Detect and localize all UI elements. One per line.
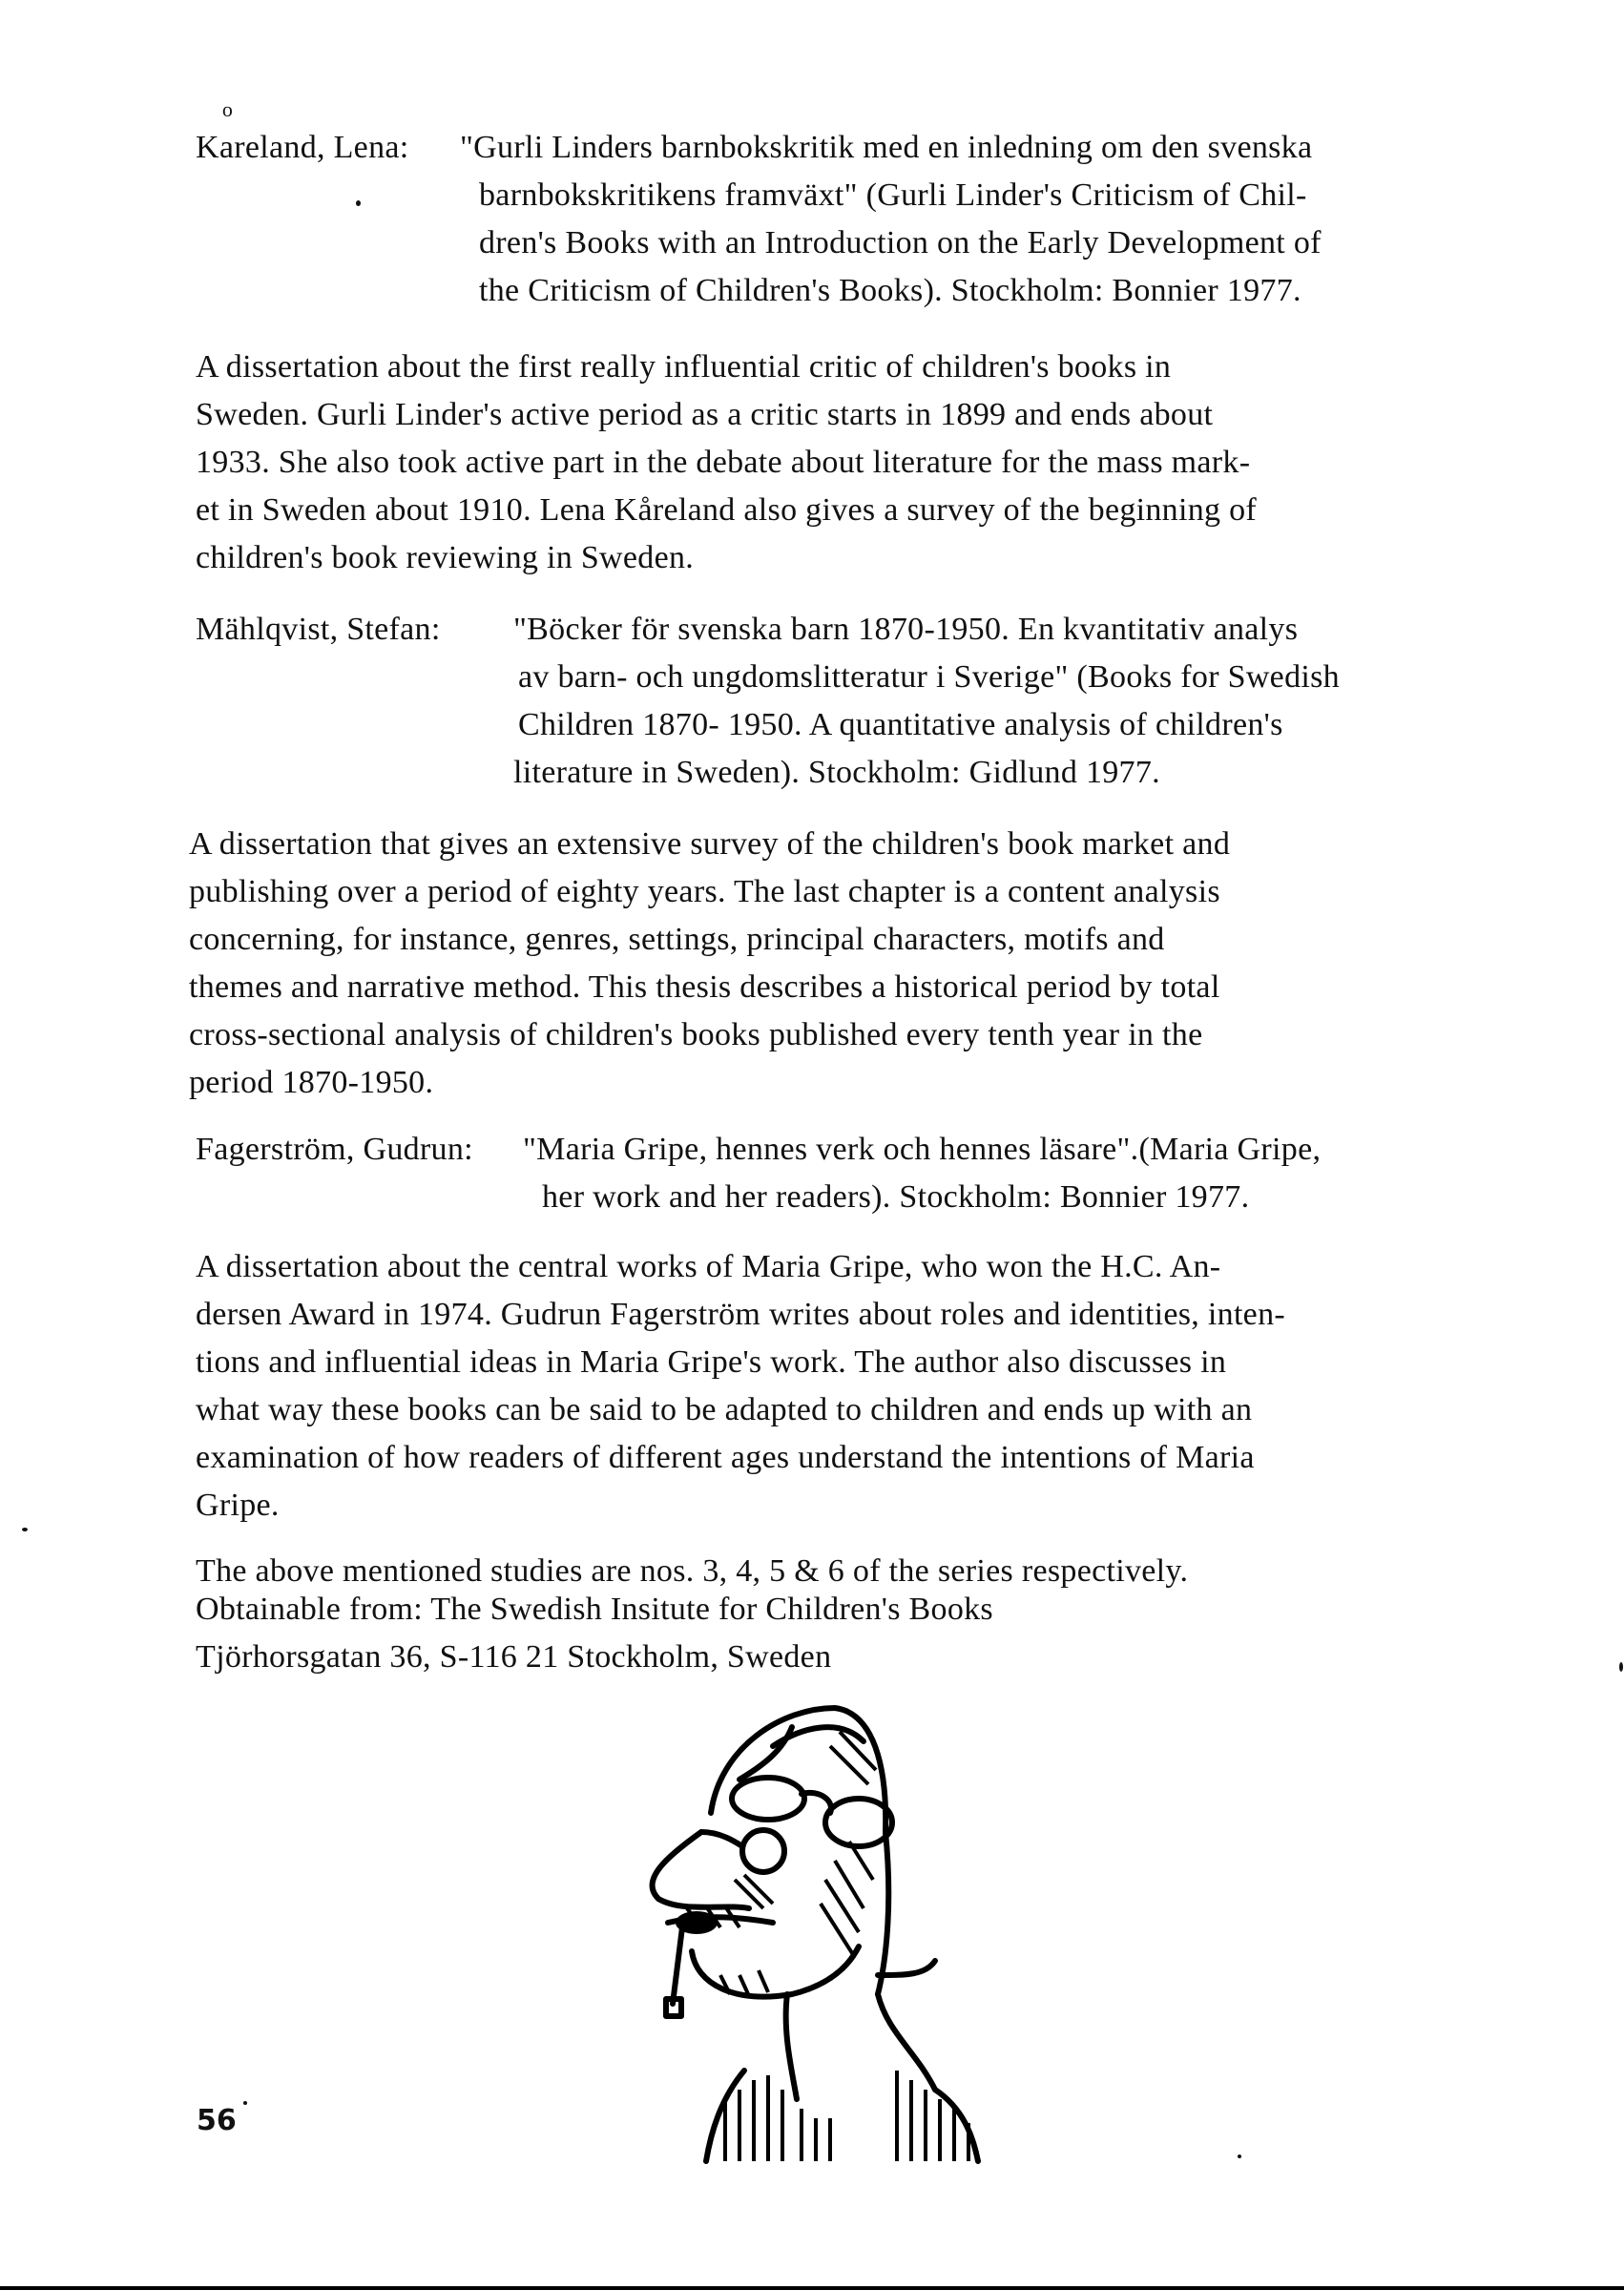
reference-line: the Criticism of Children's Books). Stockholm: Bonnier 1977. — [479, 273, 1301, 308]
description-line: Gripe. — [196, 1488, 280, 1523]
reference-line: barnbokskritikens framväxt" (Gurli Linder's Criticism of Chil- — [479, 177, 1307, 213]
description-line: period 1870-1950. — [189, 1065, 434, 1100]
page-number: 56 — [197, 2104, 237, 2137]
address-note: Tjörhorsgatan 36, S-116 21 Stockholm, Sweden — [196, 1639, 832, 1675]
description-line: dersen Award in 1974. Gudrun Fagerström writes about roles and identities, inten- — [196, 1297, 1285, 1332]
description-line: A dissertation about the first really influential critic of children's books in — [196, 349, 1172, 385]
reference-line: dren's Books with an Introduction on the Early Development of — [479, 225, 1322, 260]
author-ring-letter: o a — [219, 124, 234, 172]
description-line: A dissertation about the central works of Maria Gripe, who won the H.C. An- — [196, 1249, 1221, 1284]
description-line: 1933. She also took active part in the debate about literature for the mass mark- — [196, 445, 1251, 480]
entry-description — [189, 821, 1553, 1107]
series-note: The above mentioned studies are nos. 3, 4, 5 & 6 of the series respectively. — [196, 1553, 1189, 1589]
entry-description — [196, 344, 1560, 582]
author-prefix: K — [196, 130, 219, 165]
reference-line: "Böcker för svenska barn 1870-1950. En kvantitativ analys — [513, 612, 1299, 647]
print-speck — [243, 2101, 247, 2105]
entry-author — [196, 124, 409, 172]
entry-author: Mählqvist, Stefan: — [196, 612, 441, 647]
reference-line: literature in Sweden). Stockholm: Gidlund 1977. — [513, 755, 1160, 790]
description-line: A dissertation that gives an extensive survey of the children's book market and — [189, 826, 1231, 862]
description-line: what way these books can be said to be adapted to children and ends up with an — [196, 1392, 1253, 1427]
author-suffix: reland, Lena: — [234, 130, 409, 165]
reference-line: "Gurli Linders barnbokskritik med en inledning om den svenska — [460, 130, 1313, 165]
description-line: publishing over a period of eighty years. The last chapter is a content analysis — [189, 874, 1220, 909]
reference-line: av barn- och ungdomslitteratur i Sverige" (Books for Swedish — [518, 659, 1340, 695]
description-line: et in Sweden about 1910. Lena Kåreland also gives a survey of the beginning of — [196, 492, 1258, 528]
entry-author: Fagerström, Gudrun: — [196, 1132, 473, 1167]
print-speck — [1619, 1662, 1623, 1672]
description-line: tions and influential ideas in Maria Gripe's work. The author also discusses in — [196, 1344, 1227, 1380]
description-line: cross-sectional analysis of children's books published every tenth year in the — [189, 1017, 1203, 1052]
description-line: Sweden. Gurli Linder's active period as a critic starts in 1899 and ends about — [196, 397, 1214, 432]
reference-line: "Maria Gripe, hennes verk och hennes läsare".(Maria Gripe, — [523, 1132, 1322, 1167]
bottom-rule — [0, 2286, 1624, 2290]
entry-description — [196, 1243, 1560, 1530]
print-speck — [356, 200, 361, 206]
obtainable-from-note: Obtainable from: The Swedish Insitute for Children's Books — [196, 1592, 993, 1627]
description-line: examination of how readers of different ages understand the intentions of Maria — [196, 1440, 1255, 1475]
caricature-aviator-icon — [630, 1689, 992, 2166]
reference-line: her work and her readers). Stockholm: Bonnier 1977. — [542, 1179, 1250, 1215]
print-speck — [1238, 2155, 1241, 2158]
description-line: themes and narrative method. This thesis describes a historical period by total — [189, 969, 1220, 1005]
print-speck — [22, 1528, 28, 1531]
description-line: concerning, for instance, genres, settings, principal characters, motifs and — [189, 922, 1165, 957]
reference-line: Children 1870- 1950. A quantitative analysis of children's — [518, 707, 1283, 742]
description-line: children's book reviewing in Sweden. — [196, 540, 695, 575]
